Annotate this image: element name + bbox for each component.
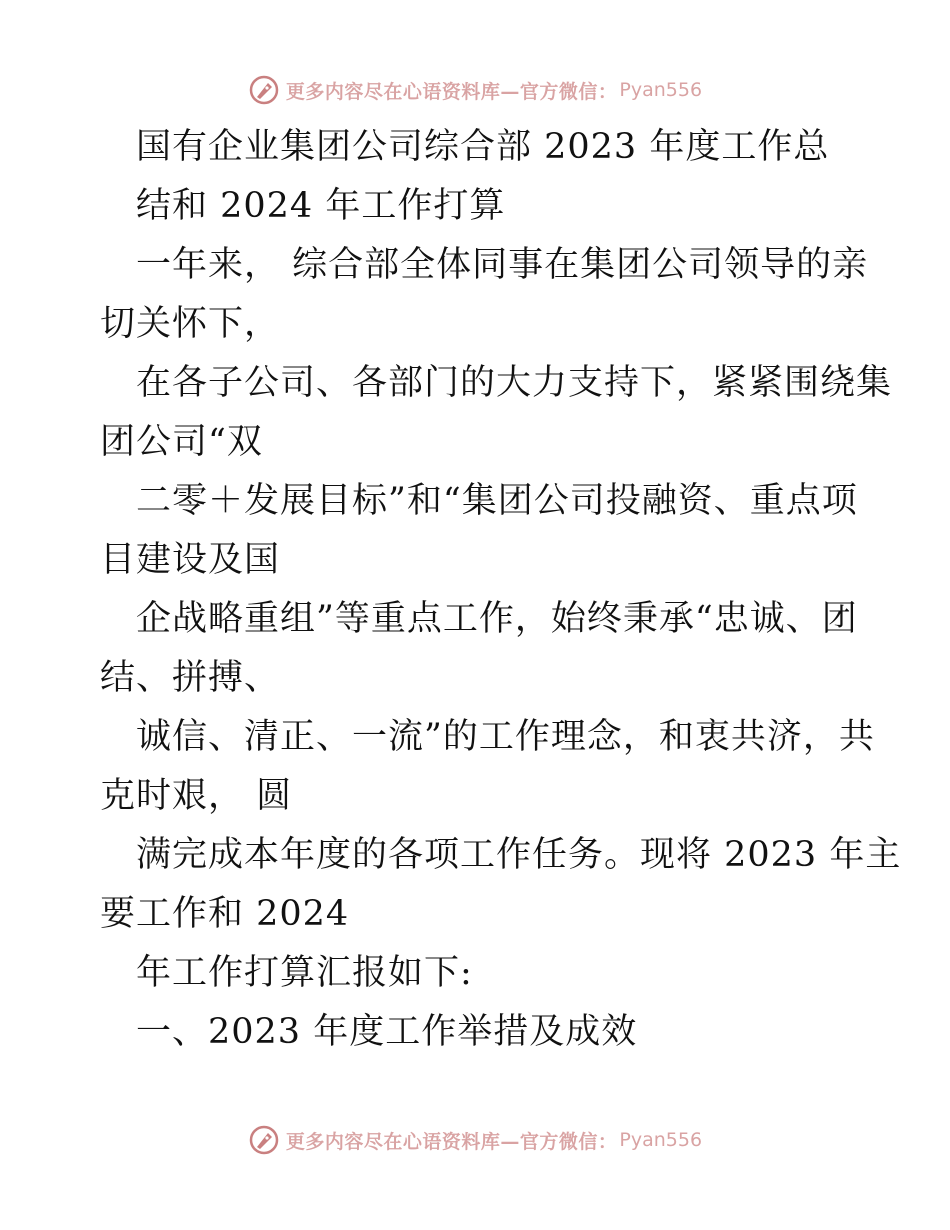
paragraph-line: 诚信、清正、一流”的工作理念，和衷共济，共 [136, 717, 875, 757]
paragraph-line: 结、拼搏、 [100, 658, 281, 698]
paragraph-line: 满完成本年度的各项工作任务。现将 2023 年主 [136, 835, 902, 875]
paragraph-line: 年工作打算汇报如下: [136, 953, 473, 993]
title-line-1: 国有企业集团公司综合部 2023 年度工作总 [136, 127, 830, 167]
paragraph-line: 目建设及国 [100, 540, 281, 580]
pen-nib-circle-icon [248, 1124, 280, 1156]
paragraph-line: 二零＋发展目标”和“集团公司投融资、重点项 [136, 481, 858, 521]
paragraph-line: 一年来， 综合部全体同事在集团公司领导的亲 [136, 245, 869, 285]
title-line-2: 结和 2024 年工作打算 [136, 186, 506, 226]
paragraph-line: 企战略重组”等重点工作，始终秉承“忠诚、团 [136, 599, 858, 639]
watermark-text: 更多内容尽在心语资料库—官方微信： [285, 80, 618, 103]
paragraph-line: 要工作和 2024 [100, 894, 350, 934]
header-watermark [0, 70, 950, 110]
section-heading: 一、2023 年度工作举措及成效 [136, 1012, 638, 1052]
pen-nib-circle-icon [248, 74, 280, 106]
watermark-wechat-id: Pyan556 [619, 1129, 703, 1151]
paragraph-line: 在各子公司、各部门的大力支持下，紧紧围绕集 [136, 363, 893, 403]
watermark-wechat-id: Pyan556 [619, 79, 703, 101]
paragraph-line: 克时艰， 圆 [100, 776, 293, 816]
paragraph-line: 切关怀下， [100, 304, 281, 344]
footer-watermark [0, 1120, 950, 1160]
watermark-text: 更多内容尽在心语资料库—官方微信： [285, 1130, 618, 1153]
paragraph-line: 团公司“双 [100, 422, 263, 462]
